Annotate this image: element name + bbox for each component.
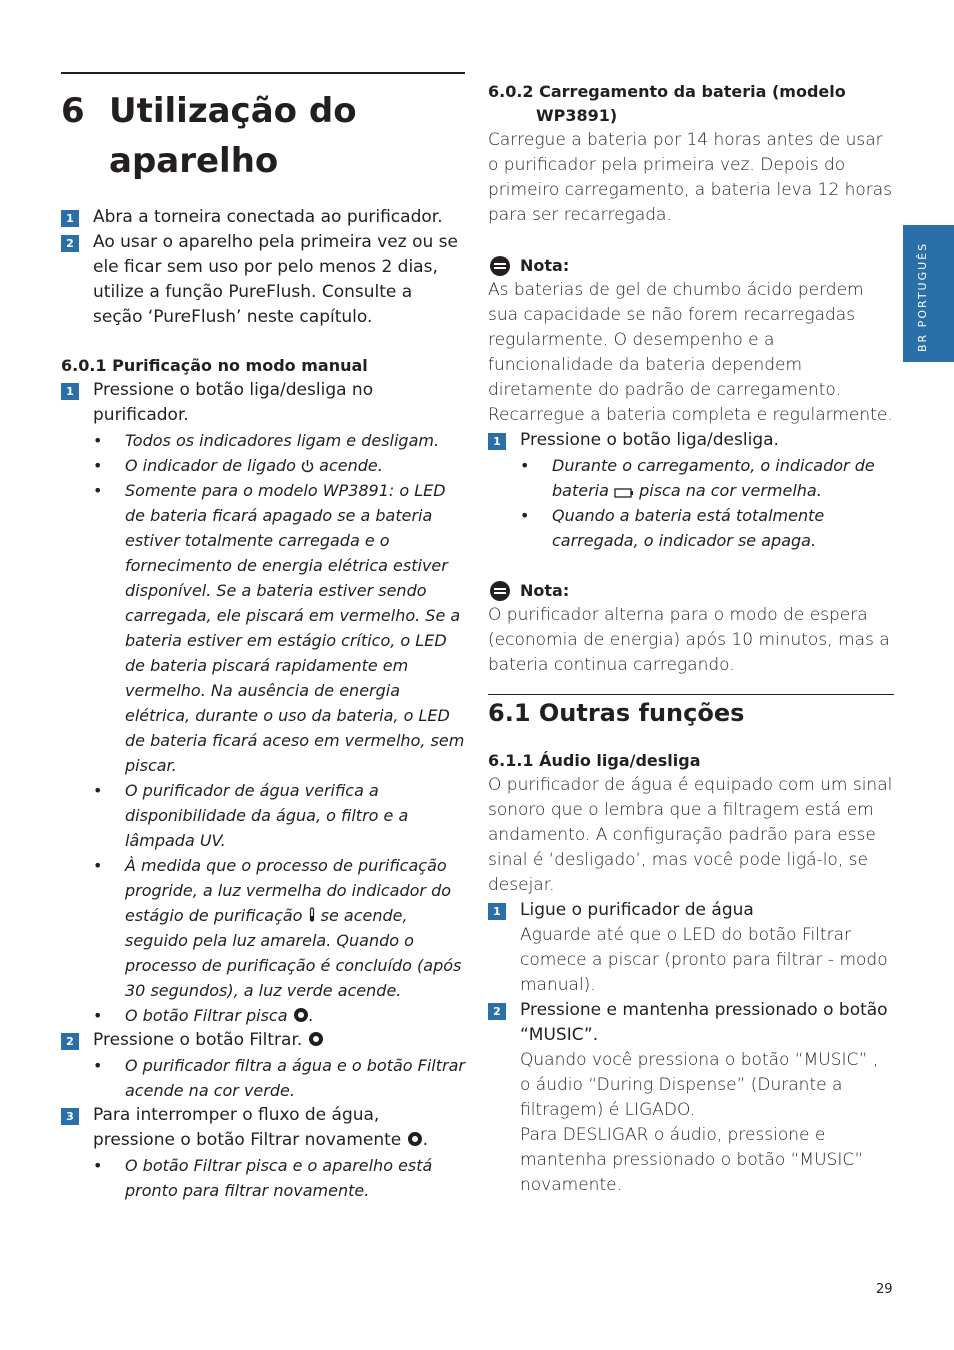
s61-step-2-detail: Para DESLIGAR o áudio, pressione e mantenha pressionado o botão “MUSIC” novamente.	[520, 1125, 864, 1195]
language-side-tab: BR PORTUGUÊS	[903, 225, 954, 362]
filter-button-icon	[293, 1007, 309, 1023]
s61-step-2-detail: Quando você pressiona o botão “MUSIC” , o áudio “During Dispense” (Durante a filtragem) é LIGADO.	[520, 1050, 879, 1120]
chapter-number: 6	[61, 91, 85, 131]
top-rule-left	[61, 72, 465, 74]
step-number-badge: 1	[61, 210, 79, 227]
step-number-badge: 1	[61, 383, 79, 400]
section-heading-602: 6.0.2 Carregamento da bateria (modelo WP3891)	[488, 82, 846, 125]
note-icon	[490, 256, 510, 276]
note-heading: Nota:	[488, 578, 894, 603]
intro-step-1: 1 Abra a torneira conectada ao purificador.	[61, 205, 465, 230]
step-number-badge: 2	[488, 1003, 506, 1020]
bullet-item: • Durante o carregamento, o indicador de bateria pisca na cor vermelha.	[520, 456, 875, 500]
stage-indicator-icon	[308, 907, 316, 923]
bullet-item: • Somente para o modelo WP3891: o LED de bateria ficará apagado se a bateria estiver totalmente carregada e o fornecimento de energia elétrica estiver disponível. Se a bateria estiver sendo carregada, ele piscará em vermelho. Se a bateria estiver em estágio crítico, o LED de bateria piscará rapidamente em vermelho. Na ausência de energia elétrica, durante o uso da bateria, o LED de bateria ficará aceso em vermelho, sem piscar.	[93, 481, 465, 775]
s602-step-1: 1 Pressione o botão liga/desliga.	[488, 428, 894, 453]
bullet-item: • O indicador de ligado acende.	[93, 456, 383, 475]
bullet-item: • O botão Filtrar pisca .	[93, 1006, 314, 1025]
bullet-item: • À medida que o processo de purificação progride, a luz vermelha do indicador do estágio de purificação se acende, seguido pela luz amarela. Quando o processo de purificação é concluído (após 30 segundos), a luz verde acende.	[93, 856, 462, 1000]
left-column	[61, 205, 465, 1203]
step-number-badge: 2	[61, 235, 79, 252]
step-number-badge: 2	[61, 1033, 79, 1050]
battery-icon	[614, 488, 634, 498]
chapter-title	[61, 86, 481, 186]
bullet-item: • O purificador de água verifica a disponibilidade da água, o filtro e a lâmpada UV.	[93, 781, 409, 850]
s602-paragraph: Carregue a bateria por 14 horas antes de usar o purificador pela primeira vez. Depois do primeiro carregamento, a bateria leva 12 horas para ser recarregada.	[488, 130, 893, 225]
bullet-item: • Quando a bateria está totalmente carregada, o indicador se apaga.	[520, 506, 825, 550]
s61-paragraph: O purificador de água é equipado com um sinal sonoro que o lembra que a filtragem está em andamento. A configuração padrão para esse sinal é ‘desligado’, mas você pode ligá-lo, se desejar.	[488, 775, 893, 895]
intro-step-2: 2 Ao usar o aparelho pela primeira vez ou se ele ficar sem uso por pelo menos 2 dias, utilize a função PureFlush. Consulte a seção ‘PureFlush’ neste capítulo.	[61, 230, 465, 330]
s61-step-2: 2 Pressione e mantenha pressionado o botão “MUSIC”.	[488, 998, 894, 1048]
s601-step-2: 2 Pressione o botão Filtrar.	[61, 1028, 465, 1053]
filter-button-icon	[407, 1131, 423, 1147]
section-heading-601: 6.0.1 Purificação no modo manual	[61, 356, 368, 375]
bullet-item: • O botão Filtrar pisca e o aparelho está pronto para filtrar novamente.	[93, 1156, 433, 1200]
right-column	[488, 80, 894, 1198]
s61-step-1-detail: Aguarde até que o LED do botão Filtrar comece a piscar (pronto para filtrar - modo manual).	[520, 925, 888, 995]
note-heading: Nota:	[488, 253, 894, 278]
step-number-badge: 1	[488, 433, 506, 450]
s601-step-3: 3 Para interromper o fluxo de água, pressione o botão Filtrar novamente .	[61, 1103, 465, 1153]
filter-button-icon	[308, 1031, 324, 1047]
section-heading-61: 6.1 Outras funções	[488, 699, 745, 727]
step-number-badge: 1	[488, 903, 506, 920]
bullet-item: • Todos os indicadores ligam e desligam.	[93, 431, 440, 450]
step-number-badge: 3	[61, 1108, 79, 1125]
s601-step-1: 1 Pressione o botão liga/desliga no purificador.	[61, 378, 465, 428]
bullet-item: • O purificador filtra a água e o botão Filtrar acende na cor verde.	[93, 1056, 465, 1100]
s61-step-1: 1 Ligue o purificador de água	[488, 898, 894, 923]
page-number: 29	[876, 1282, 893, 1297]
power-icon	[301, 459, 314, 473]
chapter-title-text: Utilização do aparelho	[109, 91, 357, 181]
note-icon	[490, 581, 510, 601]
note-text-1: As baterias de gel de chumbo ácido perdem sua capacidade se não forem recarregadas regularmente. O desempenho e a funcionalidade da bateria dependem diretamente do padrão de carregamento. Recarregue a bateria completa e regularmente.	[488, 280, 893, 425]
note-text-2: O purificador alterna para o modo de espera (economia de energia) após 10 minutos, mas a bateria continua carregando.	[488, 605, 890, 675]
subsection-heading-611: 6.1.1 Áudio liga/desliga	[488, 751, 701, 770]
